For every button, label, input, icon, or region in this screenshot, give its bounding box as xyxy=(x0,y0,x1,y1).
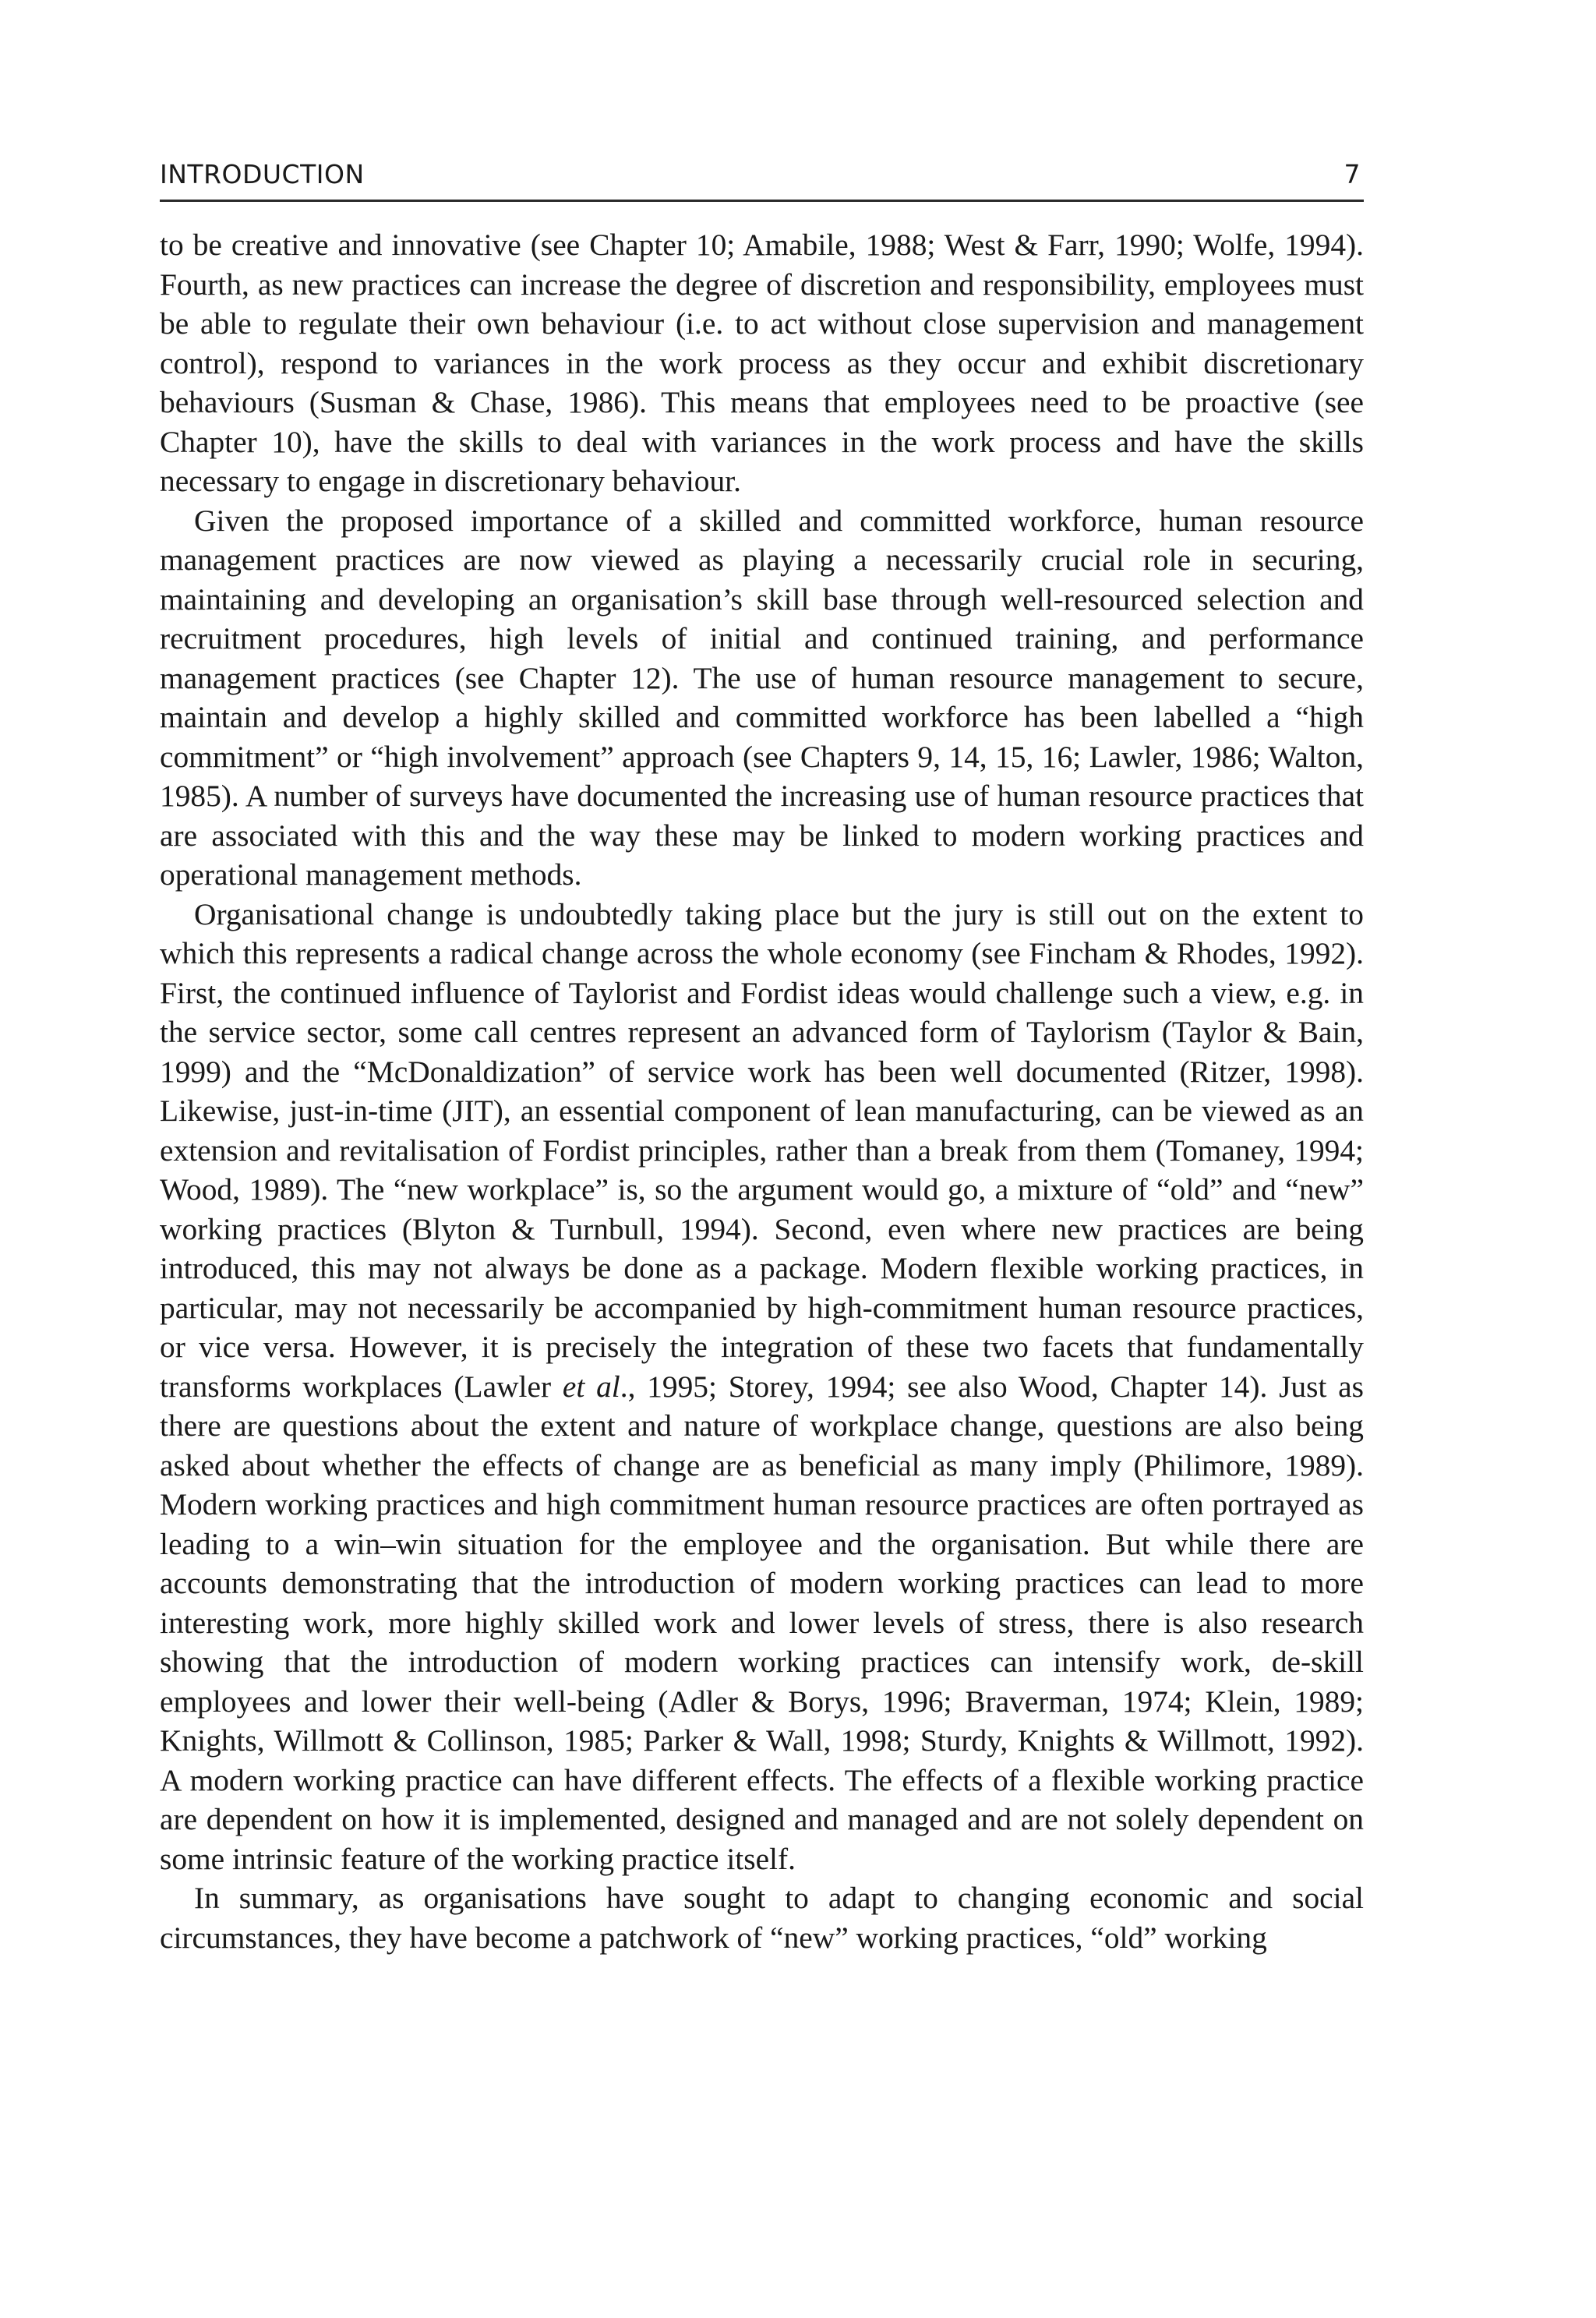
paragraph-continued: to be creative and innovative (see Chapter 10; Amabile, 1988; West & Farr, 1990; Wolfe, 1994). Fourth, as new practices can increase the degree of discretion and responsibility, employees must be able to regulate their own behaviour (i.e. to act without close supervision and management control), respond to variances in the work process as they occur and exhibit discretionary behaviours (Susman & Chase, 1986). This means that employees need to be proactive (see Chapter 10), have the skills to deal with variances in the work process and have the skills necessary to engage in discretionary behaviour. xyxy=(160,228,1364,498)
italic-et-al: et al xyxy=(562,1369,620,1404)
page-number: 7 xyxy=(1344,159,1361,189)
paragraph-hrm-practices: Given the proposed importance of a skilled and committed workforce, human resource management practices are now viewed as playing a necessarily crucial role in securing, maintaining and developing an organisation’s skill base through well-resourced selection and recruitment procedures, high levels of initial and continued training, and performance management practices (see Chapter 12). The use of human resource management to secure, maintain and develop a highly skilled and committed workforce has been labelled a “high commitment” or “high involvement” approach (see Chapters 9, 14, 15, 16; Lawler, 1986; Walton, 1985). A number of surveys have documented the increasing use of human resource practices that are associated with this and the way these may be linked to modern working practices and operational management methods. xyxy=(160,503,1364,892)
paragraph-summary: In summary, as organisations have sought to adapt to changing economic and social circumstances, they have become a patchwork of “new” working practices, “old” working xyxy=(160,1881,1364,1955)
body-text xyxy=(160,225,1364,1957)
running-head-title: INTRODUCTION xyxy=(160,159,365,189)
paragraph-text-before-italic: Organisational change is undoubtedly taking place but the jury is still out on the extent to which this represents a radical change across the whole economy (see Fincham & Rhodes, 1992). First, the continued influence of Taylorist and Fordist ideas would challenge such a view, e.g. in the service sector, some call centres represent an advanced form of Taylorism (Taylor & Bain, 1999) and the “McDonaldization” of service work has been well documented (Ritzer, 1998). Likewise, just-in-time (JIT), an essential component of lean manufacturing, can be viewed as an extension and revitalisation of Fordist principles, rather than a break from them (Tomaney, 1994; Wood, 1989). The “new workplace” is, so the argument would go, a mixture of “old” and “new” working practices (Blyton & Turnbull, 1994). Second, even where new practices are being introduced, this may not always be done as a package. Modern flexible working practices, in particular, may not necessarily be accompanied by high-commitment human resource practices, or vice versa. However, it is precisely the integration of these two facets that fundamentally transforms workplaces (Lawler xyxy=(160,896,1364,1404)
paragraph-text-after-italic: ., 1995; Storey, 1994; see also Wood, Chapter 14). Just as there are questions about the extent and nature of workplace change, questions are also being asked about whether the effects of change are as beneficial as many imply (Philimore, 1989). Modern working practices and high commitment human resource practices are often portrayed as leading to a win–win situation for the employee and the organisation. But while there are accounts demonstrating that the introduction of modern working practices can lead to more interesting work, more highly skilled work and lower levels of stress, there is also research showing that the introduction of modern working practices can intensify work, de-skill employees and lower their well-being (Adler & Borys, 1996; Braverman, 1974; Klein, 1989; Knights, Willmott & Collinson, 1985; Parker & Wall, 1998; Sturdy, Knights & Willmott, 1992). A modern working practice can have different effects. The effects of a flexible working practice are dependent on how it is implemented, designed and managed and are not solely dependent on some intrinsic feature of the working practice itself. xyxy=(160,1369,1364,1876)
paragraph-organisational-change xyxy=(160,895,1364,1879)
running-head xyxy=(160,153,1364,202)
